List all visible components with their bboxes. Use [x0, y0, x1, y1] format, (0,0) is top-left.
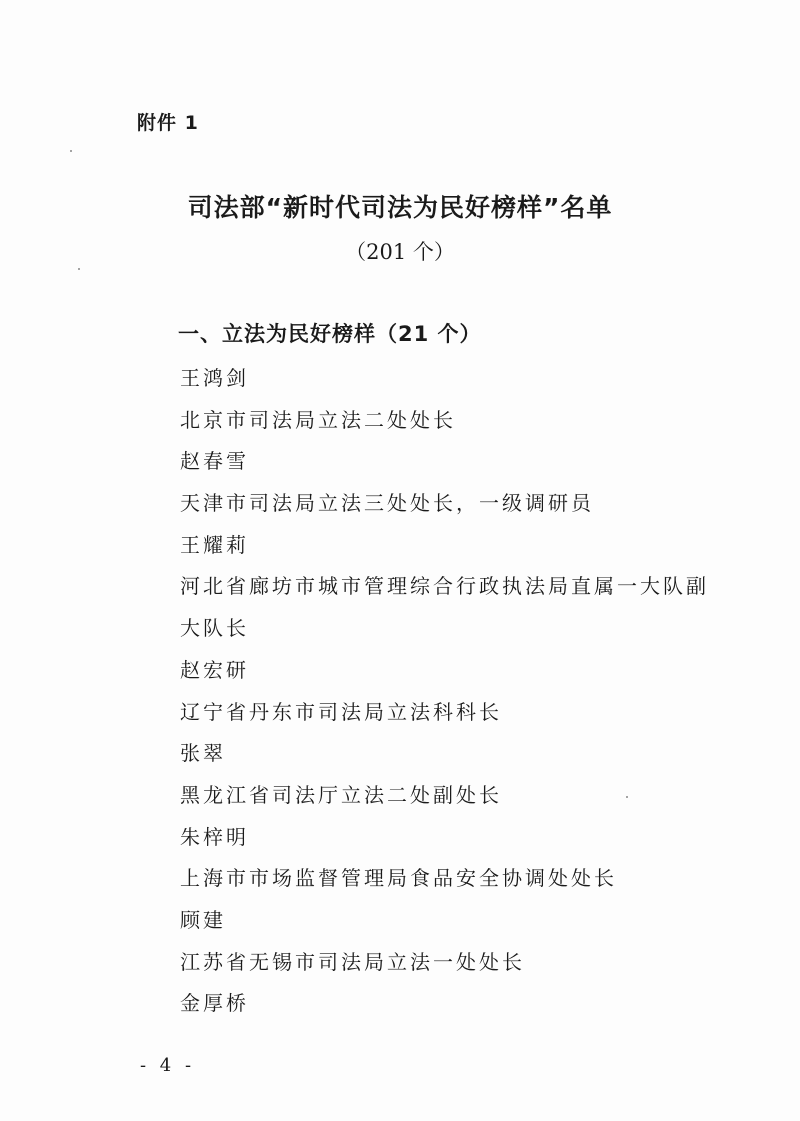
document-title: 司法部“新时代司法为民好榜样”名单 — [187, 193, 613, 222]
honoree-name: 顾建 — [180, 907, 226, 932]
honoree-name: 金厚桥 — [180, 991, 249, 1016]
honoree-list — [180, 358, 709, 1025]
honoree-name: 张翠 — [180, 741, 226, 766]
honoree-position: 江苏省无锡市司法局立法一处处长 — [180, 949, 525, 974]
page-number: - 4 - — [140, 1055, 196, 1076]
honoree-position: 天津市司法局立法三处处长，一级调研员 — [180, 491, 594, 516]
honoree-name: 赵宏研 — [180, 657, 249, 682]
scan-speck — [70, 150, 72, 152]
honoree-name: 朱梓明 — [180, 824, 249, 849]
document-subtitle: （201 个） — [345, 240, 455, 264]
scan-speck — [626, 796, 628, 798]
section-heading: 一、立法为民好榜样（21 个） — [178, 322, 482, 346]
honoree-name: 王鸿剑 — [180, 366, 249, 390]
honoree-name: 王耀莉 — [180, 532, 249, 557]
honoree-position: 黑龙江省司法厅立法二处副处长 — [180, 782, 502, 807]
attachment-label: 附件 1 — [137, 112, 199, 134]
honoree-position: 辽宁省丹东市司法局立法科科长 — [180, 699, 502, 724]
honoree-name: 赵春雪 — [180, 449, 249, 474]
honoree-position-continued: 大队长 — [180, 616, 249, 641]
scan-speck — [78, 268, 80, 270]
honoree-position: 上海市市场监督管理局食品安全协调处处长 — [180, 866, 617, 891]
honoree-position: 河北省廊坊市城市管理综合行政执法局直属一大队副 — [180, 574, 709, 599]
honoree-position: 北京市司法局立法二处处长 — [180, 407, 456, 432]
